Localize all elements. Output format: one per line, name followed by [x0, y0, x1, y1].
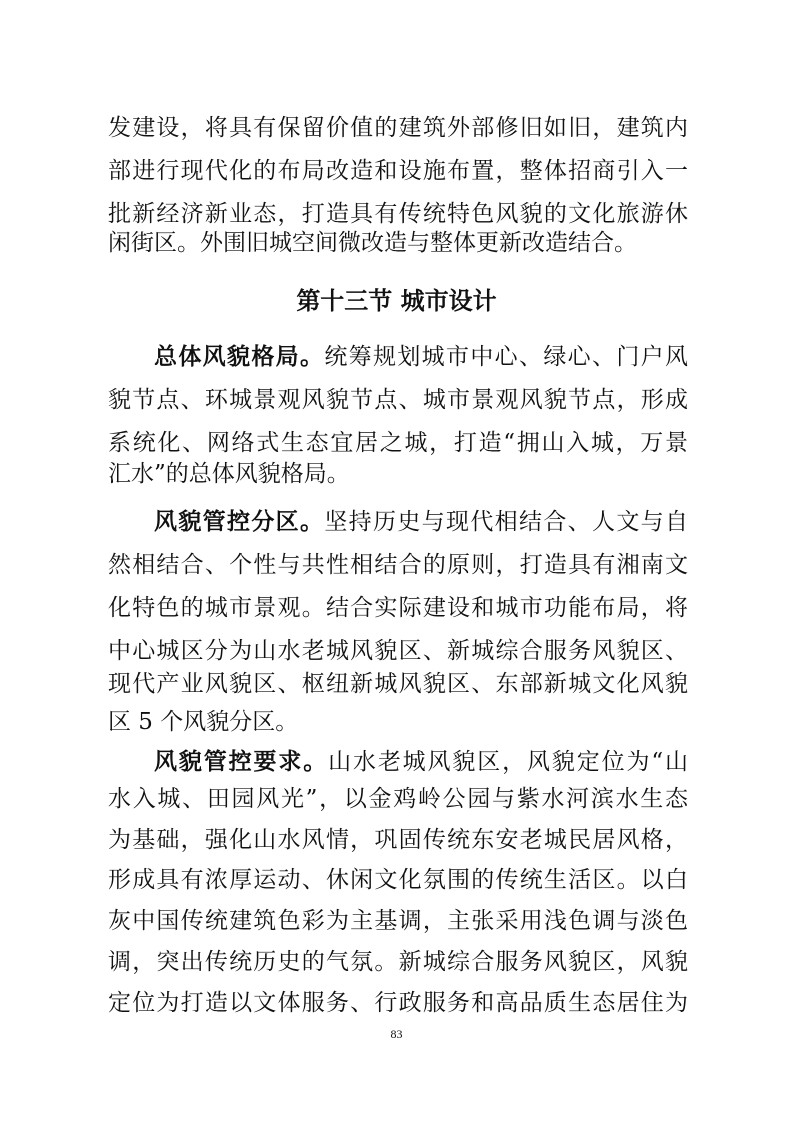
section-heading: 第十三节 城市设计 [296, 287, 497, 315]
intro-line-2: 部进行现代化的布局改造和设施布置，整体招商引入一 [108, 158, 688, 184]
paragraph-1-first-line-text: 统筹规划城市中心、绿心、门户风 [324, 344, 689, 370]
paragraph-1-lead: 总体风貌格局。 [154, 344, 325, 370]
paragraph-3-line-6: 调，突出传统历史的气氛。新城综合服务风貌区，风貌 [108, 949, 688, 975]
paragraph-2-line-3: 化特色的城市景观。结合实际建设和城市功能布局，将 [108, 595, 688, 621]
paragraph-1-line-2: 貌节点、环城景观风貌节点、城市景观风貌节点，形成 [108, 387, 688, 413]
intro-line-4: 闲街区。外围旧城空间微改造与整体更新改造结合。 [108, 230, 637, 256]
paragraph-3-first-line-text: 山水老城风貌区，风貌定位为“山 [328, 749, 688, 775]
paragraph-3-lead: 风貌管控要求。 [154, 749, 329, 775]
intro-line-1: 发建设，将具有保留价值的建筑外部修旧如旧，建筑内 [108, 115, 688, 141]
paragraph-3-line-7: 定位为打造以文体服务、行政服务和高品质生态居住为 [108, 990, 688, 1016]
paragraph-2-lead: 风貌管控分区。 [154, 509, 325, 535]
intro-line-3: 批新经济新业态，打造具有传统特色风貌的文化旅游休 [108, 201, 688, 227]
page-number: 83 [390, 1027, 403, 1041]
paragraph-1-line-4: 汇水”的总体风貌格局。 [108, 461, 350, 487]
paragraph-3-line-4: 形成具有浓厚运动、休闲文化氛围的传统生活区。以白 [108, 867, 688, 893]
paragraph-2-first-line-text: 坚持历史与现代相结合、人文与自 [324, 509, 689, 535]
paragraph-2-line-2: 然相结合、个性与共性相结合的原则，打造具有湘南文 [108, 552, 688, 578]
paragraph-3-first-line [154, 744, 688, 780]
paragraph-3-line-3: 为基础，强化山水风情，巩固传统东安老城民居风格， [108, 827, 688, 853]
paragraph-3-line-2: 水入城、田园风光”，以金鸡岭公园与紫水河滨水生态 [108, 786, 688, 812]
paragraph-3-line-5: 灰中国传统建筑色彩为主基调，主张采用浅色调与淡色 [108, 908, 688, 934]
paragraph-2-line-4: 中心城区分为山水老城风貌区、新城综合服务风貌区、 [108, 638, 688, 664]
paragraph-2-line-6: 区 5 个风貌分区。 [108, 709, 299, 735]
paragraph-1-first-line [154, 339, 688, 375]
paragraph-1-line-3: 系统化、网络式生态宜居之城，打造“拥山入城，万景 [108, 430, 688, 456]
paragraph-2-line-5: 现代产业风貌区、枢纽新城风貌区、东部新城文化风貌 [108, 671, 688, 697]
paragraph-2-first-line [154, 504, 688, 540]
